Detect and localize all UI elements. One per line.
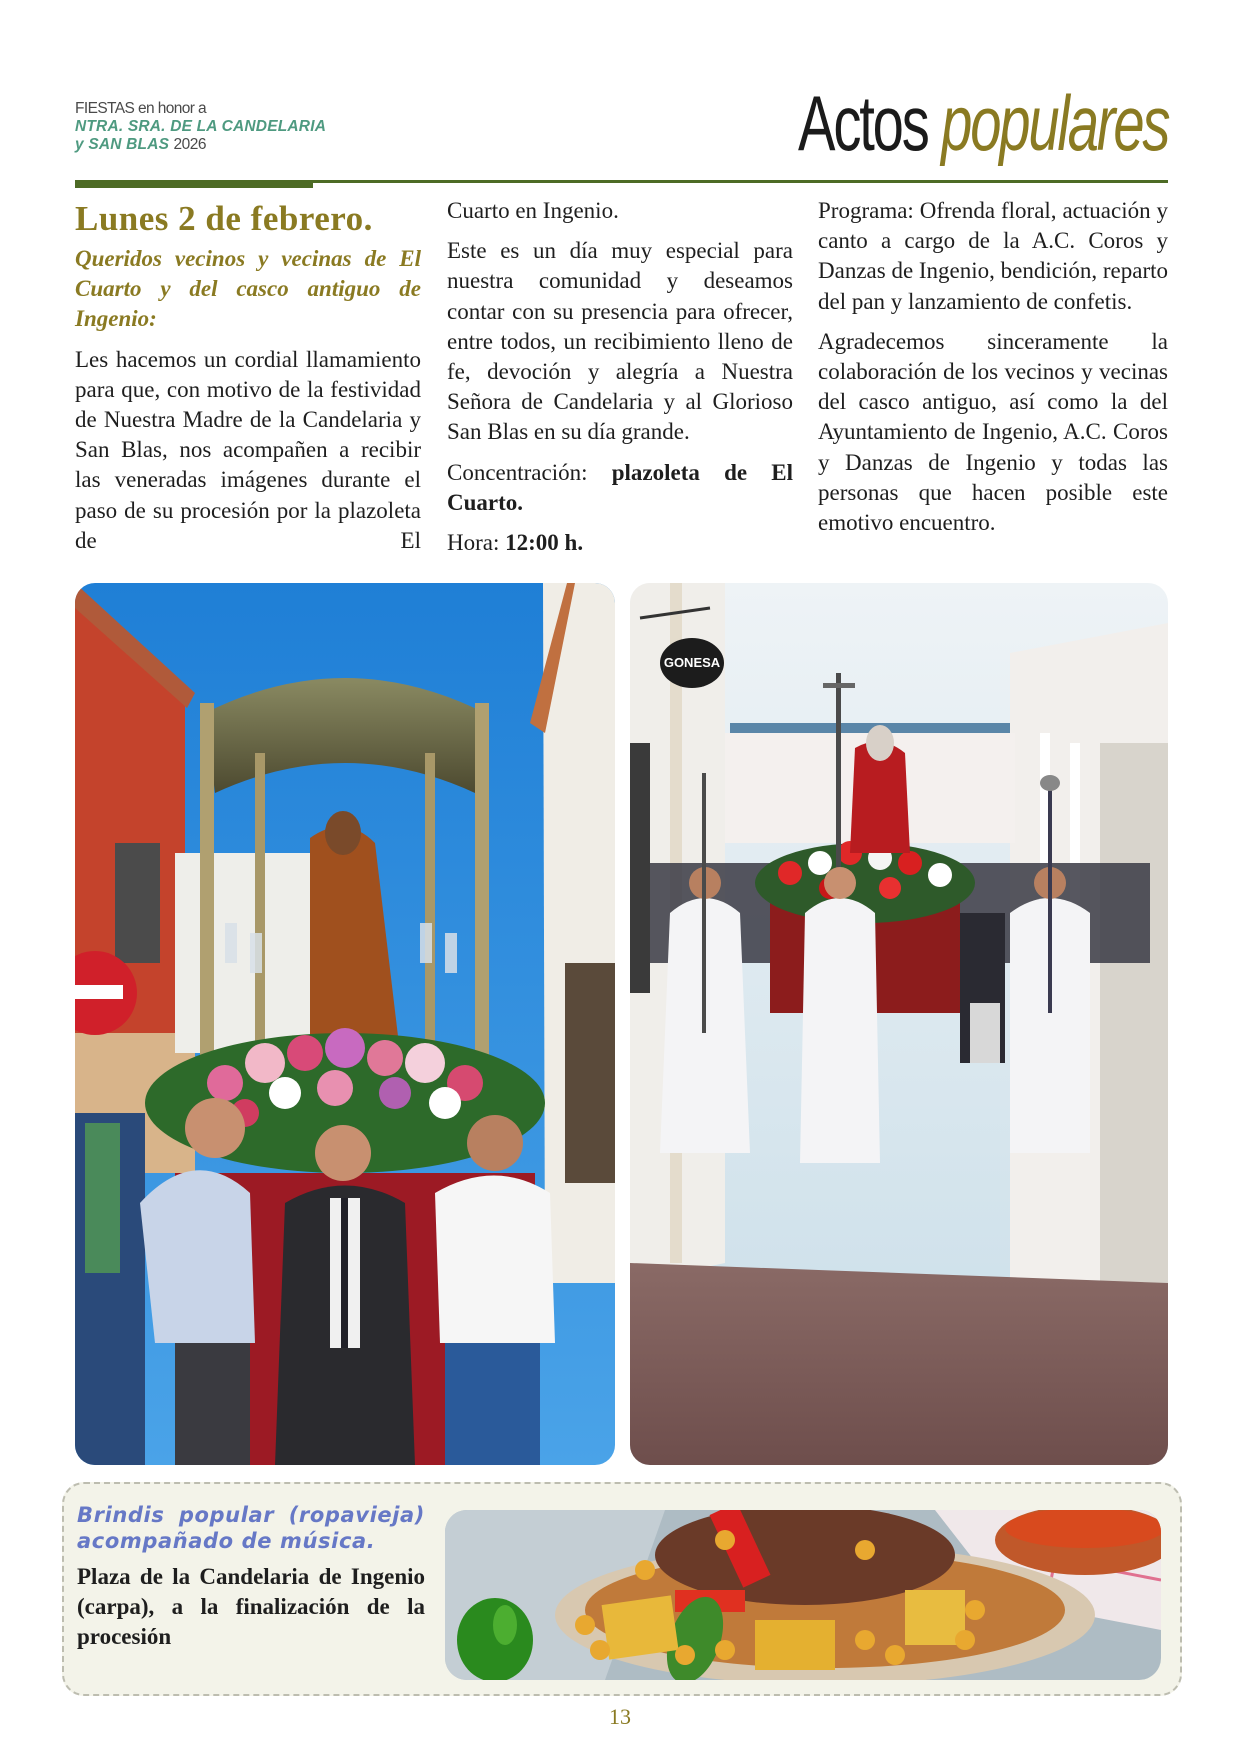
article-column-3 <box>818 196 1168 548</box>
article-column-2 <box>447 196 793 568</box>
procession-image-2 <box>630 583 1168 1465</box>
header-rule-accent <box>75 180 313 188</box>
thanks-paragraph: Agradecemos sinceramente la colaboración de los vecinos y vecinas del casco antiguo, así como la del Ayuntamiento de Ingenio, A.C. Coros y Danzas de Ingenio y todas las personas que hacen posible este emotivo encuentro. <box>818 328 1168 536</box>
publication-header <box>75 100 326 154</box>
meeting-place: plazoleta de El Cuarto. <box>447 459 793 515</box>
page-number: 13 <box>609 1704 631 1729</box>
header-event-line1: NTRA. SRA. DE LA CANDELARIA <box>75 118 327 135</box>
food-image <box>445 1510 1161 1680</box>
article-column-1 <box>75 196 421 566</box>
photo-san-blas-procession <box>630 583 1168 1465</box>
paragraph-special-day: Este es un día muy especial para nuestra comunidad y deseamos contar con su presencia para ofrecer, entre todos, un recibimiento lleno de fe, devoción y alegría a Nuestra Señora de Candelaria y al Glorioso San Blas en su día grande. <box>447 238 793 445</box>
intro-greeting: Queridos vecinos y vecinas de El Cuarto y del casco antiguo de Ingenio: <box>75 246 421 332</box>
date-heading: Lunes 2 de febrero. <box>75 199 373 238</box>
shop-sign-text: GONESA <box>663 655 721 670</box>
procession-image-1 <box>75 583 615 1465</box>
paragraph-invitation-part1: Les hacemos un cordial llamamiento para que, con motivo de la festividad de Nuestra Madre de la Candelaria y San Blas, nos acompañen a recibir las veneradas imágenes durante el paso de su procesión por la plazoleta de El <box>75 346 421 553</box>
section-title <box>798 78 1168 168</box>
section-title-accent: populares <box>940 79 1168 167</box>
photo-candelaria-procession <box>75 583 615 1465</box>
meeting-point <box>447 458 793 518</box>
section-title-dark: Actos <box>797 79 928 167</box>
reception-text <box>77 1502 425 1652</box>
reception-heading: Brindis popular (ropavieja) acompañado de música. <box>77 1503 425 1553</box>
time-label: Hora: <box>447 530 500 556</box>
paragraph-invitation-part2: Cuarto en Ingenio. <box>447 198 619 223</box>
time-value: 12:00 h. <box>505 530 584 556</box>
programme-paragraph: Programa: Ofrenda floral, actuación y canto a cargo de la A.C. Coros y Danzas de Ingenio, bendición, reparto del pan y lanzamiento de confetis. <box>818 198 1168 314</box>
meeting-label: Concentración: <box>447 459 588 485</box>
reception-place: Plaza de la Candelaria de Ingenio (carpa), a la finalización de la procesión <box>77 1564 425 1649</box>
photo-ropavieja <box>445 1510 1161 1680</box>
reception-info-box <box>62 1482 1182 1696</box>
meeting-time <box>447 528 793 558</box>
header-year: 2026 <box>173 136 206 153</box>
header-event-line2: y SAN BLAS <box>75 136 170 153</box>
header-kicker: FIESTAS en honor a <box>75 100 207 117</box>
